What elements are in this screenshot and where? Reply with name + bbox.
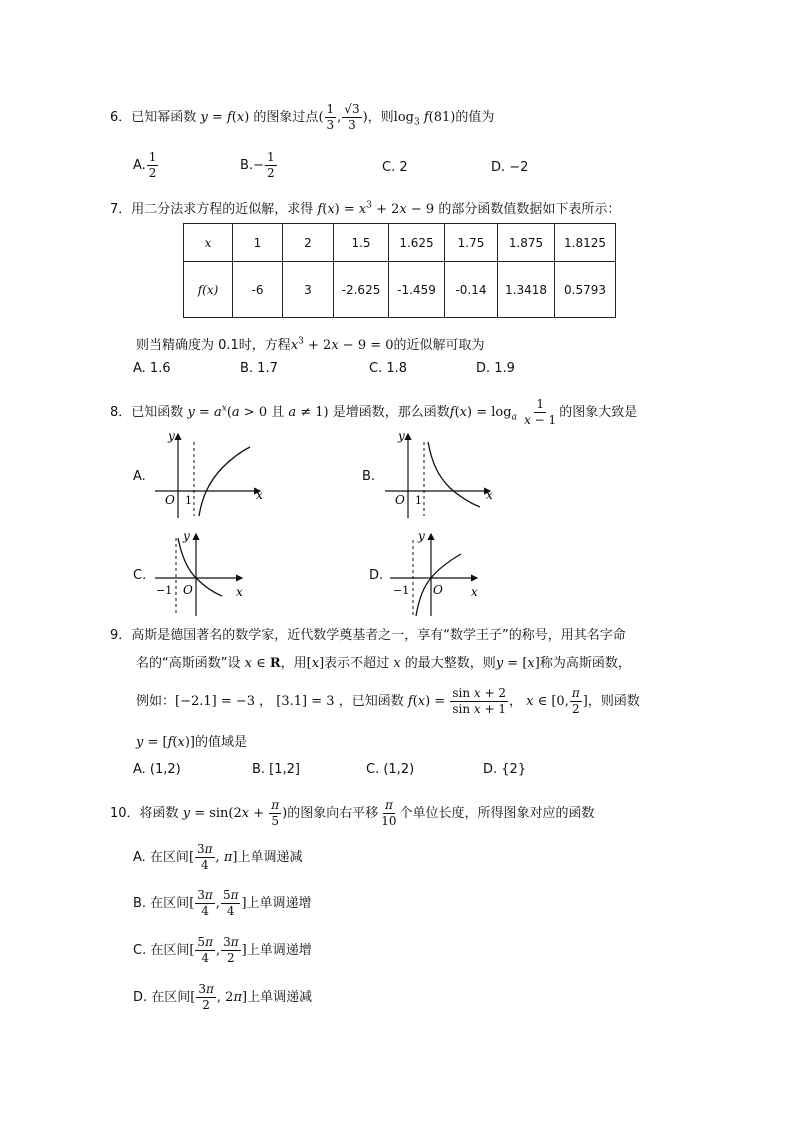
table-cell: 1.875 — [498, 224, 555, 262]
q9-option-c[interactable]: C. (1,2) — [366, 762, 415, 777]
svg-text:x: x — [236, 585, 243, 599]
q10-option-d[interactable]: D. 在区间[ $\frac{3\pi}{2}$ , 2π]上单调递减 — [133, 982, 313, 1012]
svg-text:1: 1 — [185, 494, 192, 507]
q8-option-c[interactable]: C. — [133, 568, 147, 583]
q9-option-d[interactable]: D. {2} — [483, 762, 527, 777]
curve — [428, 442, 480, 507]
table-cell: 1.5 — [334, 224, 389, 262]
q9-line3: 例如：[−2.1] = −3 ， [3.1] = 3 ，已知函数 f(x) = $\frac{\text{sin x + 2}}{\text{sin x + 1}}$ ， x ∈ [0, $\frac{\pi}{2}$ ]，则函数 — [136, 686, 640, 716]
svg-text:y: y — [398, 429, 405, 443]
q9-option-a[interactable]: A. (1,2) — [133, 762, 181, 777]
q9-line2: 名的“高斯函数”设 x ∈ R，用[x]表示不超过 x 的最大整数，则y = [x]称为高斯函数， — [136, 656, 631, 671]
q6-option-d[interactable]: D. −2 — [491, 160, 529, 175]
q10-number: 10． — [110, 806, 140, 821]
q8-stem: 8．已知函数 $y = a^x(a > 0$ 且 a ≠ 1) 是增函数，那么函数$f(x) = \log_a$ $\frac{1}{x - 1}$ 的图象大致是 — [110, 397, 638, 427]
table-cell: 3 — [283, 262, 334, 318]
svg-text:y: y — [418, 529, 425, 543]
svg-text:y: y — [183, 529, 190, 543]
q7-option-c[interactable]: C. 1.8 — [369, 361, 408, 376]
q7-value-table — [183, 223, 616, 318]
table-cell: -1.459 — [389, 262, 445, 318]
q8-option-d[interactable]: D. — [369, 568, 384, 583]
q7-option-a[interactable]: A. 1.6 — [133, 361, 171, 376]
svg-text:O: O — [395, 493, 405, 507]
table-cell: 1.8125 — [555, 224, 616, 262]
q7-option-d[interactable]: D. 1.9 — [476, 361, 515, 376]
curve — [199, 447, 250, 516]
q9-line4: y = [f(x)]的值域是 — [136, 735, 247, 750]
q9-number: 9． — [110, 628, 132, 643]
table-row — [184, 224, 616, 262]
q6-point-x: $\frac{1}{3}$ — [326, 102, 335, 132]
q7-stem: 7．用二分法求方程的近似解，求得 $f(x) = x^3 + 2x - 9$ 的部分函数值数据如下表所示： — [110, 200, 621, 217]
q6-option-a[interactable]: A. $\frac{1}{2}$ — [133, 150, 157, 180]
q8-option-b[interactable]: B. — [362, 469, 376, 484]
svg-text:y: y — [168, 429, 175, 443]
svg-text:x: x — [256, 488, 263, 502]
svg-text:x: x — [471, 585, 478, 599]
q9-line1: 9．高斯是德国著名的数学家，近代数学奠基者之一，享有“数学王子”的称号，用其名字命 — [110, 628, 626, 643]
q8-graph-c[interactable] — [150, 528, 250, 620]
q6-number: 6． — [110, 110, 132, 125]
q6-option-c[interactable]: C. 2 — [382, 160, 408, 175]
q10-option-a[interactable]: A. 在区间[ $\frac{3\pi}{4}$ , π]上单调递减 — [133, 842, 303, 872]
q6-option-b[interactable]: B.− $\frac{1}{2}$ — [240, 150, 275, 180]
svg-text:1: 1 — [415, 494, 422, 507]
table-cell: -6 — [233, 262, 283, 318]
table-cell: 2 — [283, 224, 334, 262]
q10-option-c[interactable]: C. 在区间[ $\frac{5\pi}{4}$ , $\frac{3\pi}{2}$ ]上单调递增 — [133, 935, 312, 965]
table-cell: 0.5793 — [555, 262, 616, 318]
q8-number: 8． — [110, 405, 132, 420]
table-cell: -0.14 — [445, 262, 498, 318]
table-cell: 1.625 — [389, 224, 445, 262]
table-cell: 1.75 — [445, 224, 498, 262]
q8-graph-a[interactable] — [150, 428, 270, 520]
q8-option-a[interactable]: A. — [133, 469, 146, 484]
q6-point-y: $\frac{√3}{3}$ — [344, 102, 360, 132]
table-cell: 1 — [233, 224, 283, 262]
q9-option-b[interactable]: B. [1,2] — [252, 762, 301, 777]
q7-followup: 则当精确度为 0.1时，方程$x^3 + 2x - 9 = 0$的近似解可取为 — [136, 336, 485, 353]
q10-stem: 10．将函数 y = sin(2x + $\frac{\pi}{5}$ )的图象向右平移 $\frac{\pi}{10}$ 个单位长度，所得图象对应的函数 — [110, 798, 595, 828]
svg-text:O: O — [433, 583, 443, 597]
q8-graph-b[interactable] — [380, 428, 500, 520]
q8-graph-d[interactable] — [385, 528, 485, 620]
svg-text:−1: −1 — [156, 584, 173, 597]
svg-text:O: O — [183, 583, 193, 597]
svg-text:x: x — [486, 488, 493, 502]
svg-text:O: O — [165, 493, 175, 507]
table-cell: 1.3418 — [498, 262, 555, 318]
table-row — [184, 262, 616, 318]
q7-option-b[interactable]: B. 1.7 — [240, 361, 278, 376]
table-cell: f(x) — [184, 262, 233, 318]
svg-text:−1: −1 — [393, 584, 410, 597]
table-cell: -2.625 — [334, 262, 389, 318]
q10-option-b[interactable]: B. 在区间[ $\frac{3\pi}{4}$ , $\frac{5\pi}{4}$ ]上单调递增 — [133, 888, 312, 918]
q6-stem: 6．已知幂函数 y = f(x) 的图象过点( $\frac{1}{3}$ , $\frac{√3}{3}$ )，则$\log_3 f(81)$的值为 — [110, 102, 495, 132]
table-cell: x — [184, 224, 233, 262]
q7-number: 7． — [110, 202, 132, 217]
q6-func: y — [200, 110, 208, 125]
